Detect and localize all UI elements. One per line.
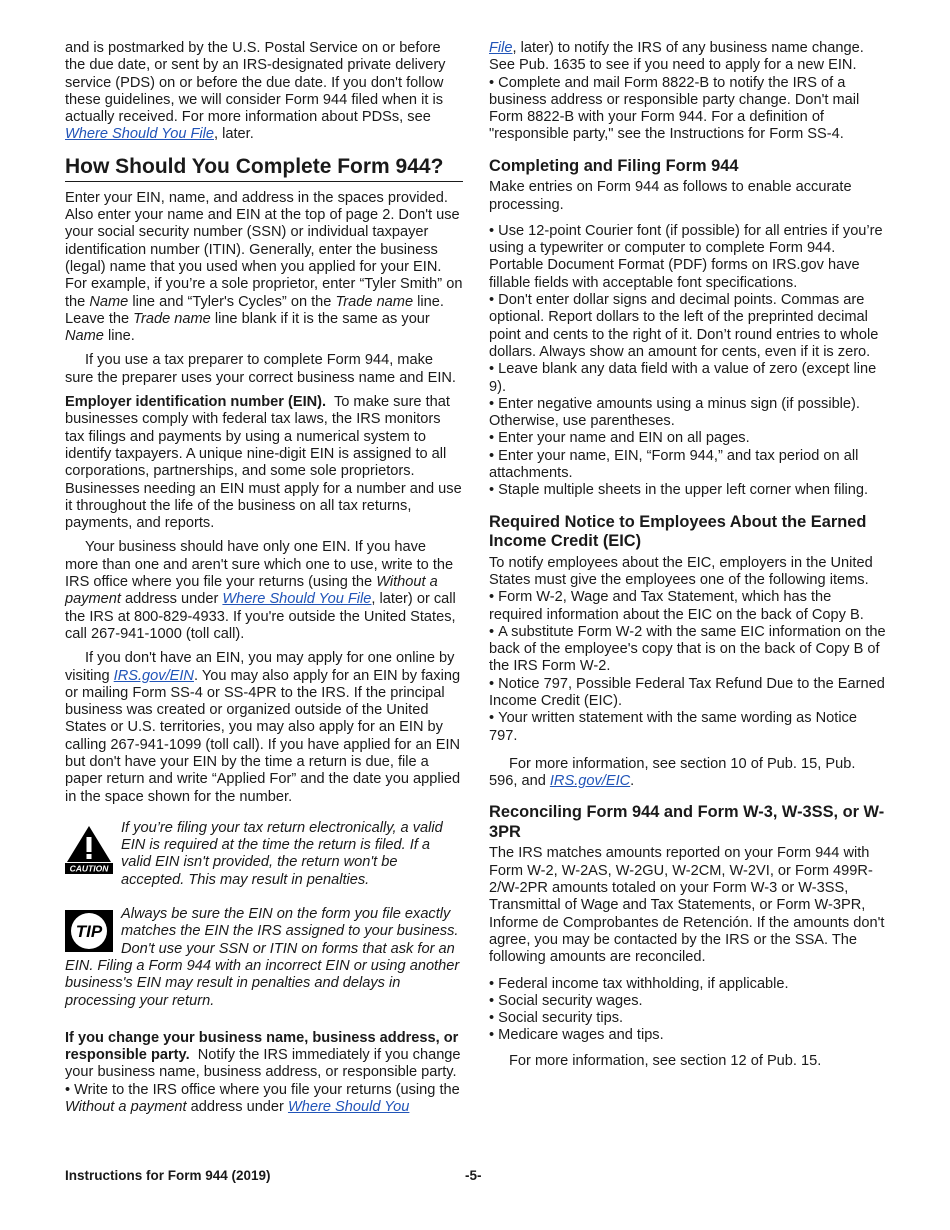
list-item: • Enter your name, EIN, “Form 944,” and tax period on all attachments. bbox=[489, 448, 887, 483]
where-should-you-file-link[interactable]: Where Should You File bbox=[222, 591, 372, 608]
footer-title: Instructions for Form 944 (2019) bbox=[65, 1168, 271, 1183]
svg-text:TIP: TIP bbox=[75, 922, 103, 942]
reconcile-heading: Reconciling Form 944 and Form W-3, W-3SS, or W-3PR bbox=[489, 803, 885, 841]
list-item: • Use 12-point Courier font (if possible) for all entries if you’re using a typewriter or computer to complete Form 944. Portable Document Format (PDF) forms on IRS.gov have fillable fields with acceptable font specifications. bbox=[489, 223, 887, 292]
completing-intro: Make entries on Form 944 as follows to enable accurate processing. bbox=[489, 179, 852, 213]
list-item: • Staple multiple sheets in the upper left corner when filing. bbox=[489, 482, 887, 499]
ein-heading: Employer identification number (EIN). bbox=[65, 394, 327, 411]
list-item: • Leave blank any data field with a value of zero (except line 9). bbox=[489, 361, 887, 396]
list-item: • Your written statement with the same wording as Notice 797. bbox=[489, 710, 887, 745]
where-should-you-file-link[interactable]: Where Should You File bbox=[65, 126, 215, 143]
intro-paragraph: and is postmarked by the U.S. Postal Service on or before the due date, or sent by an IRS-designated private delivery service (PDS) on or before the due date. If you don't follow these guidelines, we will consider Form 944 filed when it is actually received. For more information about PDSs, see Where Should You File, later. bbox=[65, 40, 446, 143]
eic-intro: To notify employees about the EIC, employers in the United States must give the employees one of the following items. bbox=[489, 554, 873, 588]
completing-list bbox=[489, 223, 887, 500]
caution-text: If you’re filing your tax return electronically, a valid EIN is required at the time the return is filed. If a valid EIN isn't provided, the return won't be accepted. This may result in penalties. bbox=[121, 819, 443, 888]
list-item: • Write to the IRS office where you file your returns (using the Without a payment address under Where Should You bbox=[65, 1082, 463, 1117]
eic-more-paragraph: For more information, see section 10 of Pub. 15, Pub. 596, and IRS.gov/EIC. bbox=[489, 755, 856, 790]
list-item: • Enter your name and EIN on all pages. bbox=[489, 430, 887, 447]
right-column bbox=[489, 40, 887, 1070]
list-item-continued: File, later) to notify the IRS of any business name change. See Pub. 1635 to see if you need to apply for a new EIN. bbox=[489, 40, 864, 74]
left-column bbox=[65, 40, 463, 1116]
caution-note bbox=[65, 820, 463, 889]
caution-icon bbox=[65, 824, 113, 879]
tip-note bbox=[65, 906, 463, 1010]
list-item: • Form W-2, Wage and Tax Statement, which has the required information about the EIC on the back of Copy B. bbox=[489, 589, 887, 624]
ein-paragraph: Employer identification number (EIN). To make sure that businesses comply with federal tax laws, the IRS monitors tax filings and payments by using a numerical system to identify taxpayers. A unique nine-digit EIN is assigned to all corporations, partnerships, and some sole proprietors. Businesses needing an EIN must apply for a number and use it throughout the life of the business on all tax returns, payments, and reports. bbox=[65, 394, 462, 532]
reconcile-list bbox=[489, 976, 887, 1045]
preparer-paragraph: If you use a tax preparer to complete Form 944, make sure the preparer uses your correct business name and EIN. bbox=[65, 352, 456, 386]
change-paragraph: If you change your business name, business address, or responsible party. Notify the IRS immediately if you change your business name, business address, or responsible party. bbox=[65, 1029, 461, 1081]
file-link[interactable]: File bbox=[489, 40, 513, 56]
reconcile-paragraph: The IRS matches amounts reported on your Form 944 with Form W-2, W-2AS, W-2GU, W-2CM, W-2VI, or Form 499R-2/W-2PR amounts totaled on your Form W-3 or W-3SS, Transmittal of Wage and Tax Statements, or Form W-3PR, Informe de Comprobantes de Retención. If the amounts don't agree, you may be contacted by the IRS or the SSA. The following amounts are reconciled. bbox=[489, 845, 885, 966]
list-item: • Enter negative amounts using a minus sign (if possible). Otherwise, use parentheses. bbox=[489, 396, 887, 431]
completing-heading: Completing and Filing Form 944 bbox=[489, 156, 739, 175]
list-item: • Notice 797, Possible Federal Tax Refund Due to the Earned Income Credit (EIC). bbox=[489, 676, 887, 711]
irs-gov-eic-link[interactable]: IRS.gov/EIC bbox=[549, 773, 631, 790]
list-item: • Social security tips. bbox=[489, 1010, 887, 1027]
change-heading: If you change your business name, business address, or responsible party. bbox=[65, 1029, 459, 1064]
list-item: • Medicare wages and tips. bbox=[489, 1027, 887, 1044]
tip-text: Always be sure the EIN on the form you file exactly matches the EIN the IRS assigned to your business. Don't use your SSN or ITIN on forms that ask for an EIN. Filing a Form 944 with an incorrect EIN or using another business's EIN may result in penalties and delays in processing your return. bbox=[65, 906, 460, 1009]
section-heading: How Should You Complete Form 944? bbox=[65, 154, 463, 182]
eic-list bbox=[489, 589, 887, 745]
list-item: • A substitute Form W-2 with the same EIC information on the back of the employee's copy that is on the back of Copy B of the IRS Form W-2. bbox=[489, 624, 887, 676]
one-ein-paragraph: Your business should have only one EIN. If you have more than one and aren't sure which one to use, write to the IRS office where you file your returns (using the Without a payment address under Where Should You File, later) or call the IRS at 800-829-4933. If you're outside the United States, call 267-941-1000 (toll call). bbox=[65, 539, 456, 642]
reconcile-more-paragraph: For more information, see section 12 of Pub. 15. bbox=[509, 1052, 822, 1069]
apply-ein-paragraph: If you don't have an EIN, you may apply for one online by visiting IRS.gov/EIN. You may also apply for an EIN by faxing or mailing Form SS-4 or SS-4PR to the IRS. If the principal business was created or organized outside of the United States or U.S. territories, you may also apply for an EIN by calling 267-941-1099 (toll call). If you have applied for an EIN but don't have your EIN by the time a return is due, file a paper return and write “Applied For” and the date you applied in the space shown for the number. bbox=[65, 650, 461, 805]
list-item: • Don't enter dollar signs and decimal points. Commas are optional. Report dollars to the left of the preprinted decimal point and cents to the right of it. Don’t round entries to whole dollars. Always show an amount for cents, even if it is zero. bbox=[489, 292, 887, 361]
complete-paragraph: Enter your EIN, name, and address in the spaces provided. Also enter your name and EIN at the top of page 2. Don't use your social security number (SSN) or individual taxpayer identification number (ITIN). Generally, enter the business (legal) name that you used when you applied for your EIN. For example, if you’re a sole proprietor, enter “Tyler Smith” on the Name line and “Tyler's Cycles” on the Trade name line. Leave the Trade name line blank if it is the same as your Name line. bbox=[65, 189, 463, 345]
page-number: -5- bbox=[465, 1168, 482, 1183]
list-item: • Social security wages. bbox=[489, 993, 887, 1010]
list-item: • Federal income tax withholding, if applicable. bbox=[489, 976, 887, 993]
list-item: • Complete and mail Form 8822-B to notify the IRS of a business address or responsible party change. Don't mail Form 8822-B with your Form 944. For a definition of "responsible party," see the Instructions for Form SS-4. bbox=[489, 75, 887, 144]
where-should-you-file-link[interactable]: Where Should You bbox=[287, 1099, 410, 1116]
eic-heading: Required Notice to Employees About the Earned Income Credit (EIC) bbox=[489, 512, 867, 551]
irs-gov-ein-link[interactable]: IRS.gov/EIN bbox=[113, 667, 194, 684]
tip-icon bbox=[65, 910, 113, 957]
svg-text:CAUTION: CAUTION bbox=[69, 863, 109, 874]
